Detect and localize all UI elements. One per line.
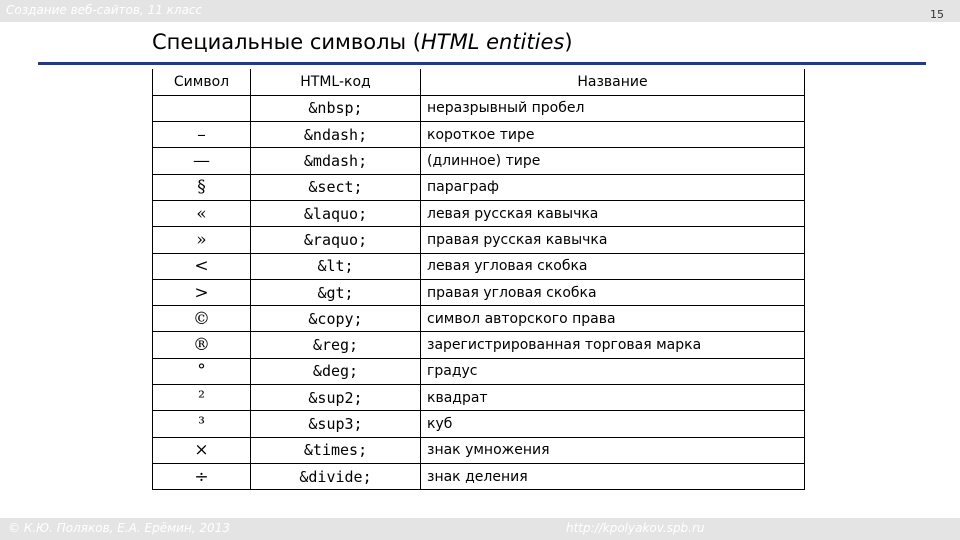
cell-name: зарегистрированная торговая марка (421, 332, 805, 358)
cell-symbol: < (153, 253, 251, 279)
cell-name: параграф (421, 174, 805, 200)
cell-code: &sup3; (251, 411, 421, 437)
cell-symbol: » (153, 227, 251, 253)
course-title: Создание веб-сайтов, 11 класс (6, 3, 203, 17)
title-close: ) (564, 30, 573, 54)
cell-symbol: — (153, 148, 251, 174)
cell-code: &sup2; (251, 385, 421, 411)
cell-name: символ авторского права (421, 306, 805, 332)
table-row (153, 227, 805, 253)
cell-name: левая русская кавычка (421, 200, 805, 226)
cell-code: &times; (251, 437, 421, 463)
header-code: HTML-код (251, 69, 421, 95)
table-row (153, 332, 805, 358)
cell-code: &gt; (251, 279, 421, 305)
cell-code: &sect; (251, 174, 421, 200)
table-row (153, 437, 805, 463)
entities-table (152, 69, 805, 490)
cell-name: знак деления (421, 463, 805, 489)
footer-authors: © К.Ю. Поляков, Е.А. Ерёмин, 2013 (8, 521, 230, 535)
cell-symbol: ° (153, 358, 251, 384)
cell-symbol: « (153, 200, 251, 226)
cell-symbol: > (153, 279, 251, 305)
table-row (153, 122, 805, 148)
cell-name: градус (421, 358, 805, 384)
cell-symbol: § (153, 174, 251, 200)
cell-name: куб (421, 411, 805, 437)
table-row (153, 200, 805, 226)
header-bar (0, 0, 960, 22)
title-underline (38, 62, 926, 65)
table-row (153, 279, 805, 305)
title-main: Специальные символы ( (152, 30, 421, 54)
title-italic: HTML entities (420, 30, 565, 54)
cell-symbol: ® (153, 332, 251, 358)
cell-name: правая русская кавычка (421, 227, 805, 253)
table-row (153, 358, 805, 384)
table-row (153, 174, 805, 200)
footer-site: http://kpolyakov.spb.ru (566, 521, 705, 535)
table-header-row (153, 69, 805, 95)
cell-code: &copy; (251, 306, 421, 332)
cell-code: &deg; (251, 358, 421, 384)
table-row (153, 411, 805, 437)
cell-name: правая угловая скобка (421, 279, 805, 305)
cell-name: знак умножения (421, 437, 805, 463)
table-row (153, 95, 805, 121)
table-row (153, 253, 805, 279)
page-number: 15 (930, 8, 944, 21)
cell-symbol: © (153, 306, 251, 332)
cell-name: левая угловая скобка (421, 253, 805, 279)
slide-title (152, 30, 573, 54)
cell-symbol: – (153, 122, 251, 148)
cell-code: &laquo; (251, 200, 421, 226)
header-name: Название (421, 69, 805, 95)
table-row (153, 385, 805, 411)
cell-code: &ndash; (251, 122, 421, 148)
header-symbol: Символ (153, 69, 251, 95)
cell-code: &divide; (251, 463, 421, 489)
table-row (153, 463, 805, 489)
cell-code: &mdash; (251, 148, 421, 174)
table-row (153, 148, 805, 174)
cell-symbol: ³ (153, 411, 251, 437)
cell-symbol: ² (153, 385, 251, 411)
cell-name: короткое тире (421, 122, 805, 148)
cell-code: &reg; (251, 332, 421, 358)
cell-name: квадрат (421, 385, 805, 411)
cell-code: &nbsp; (251, 95, 421, 121)
cell-code: &lt; (251, 253, 421, 279)
cell-symbol (153, 95, 251, 121)
cell-name: (длинное) тире (421, 148, 805, 174)
cell-symbol: × (153, 437, 251, 463)
cell-name: неразрывный пробел (421, 95, 805, 121)
footer-bar (0, 518, 960, 540)
cell-code: &raquo; (251, 227, 421, 253)
cell-symbol: ÷ (153, 463, 251, 489)
table-row (153, 306, 805, 332)
